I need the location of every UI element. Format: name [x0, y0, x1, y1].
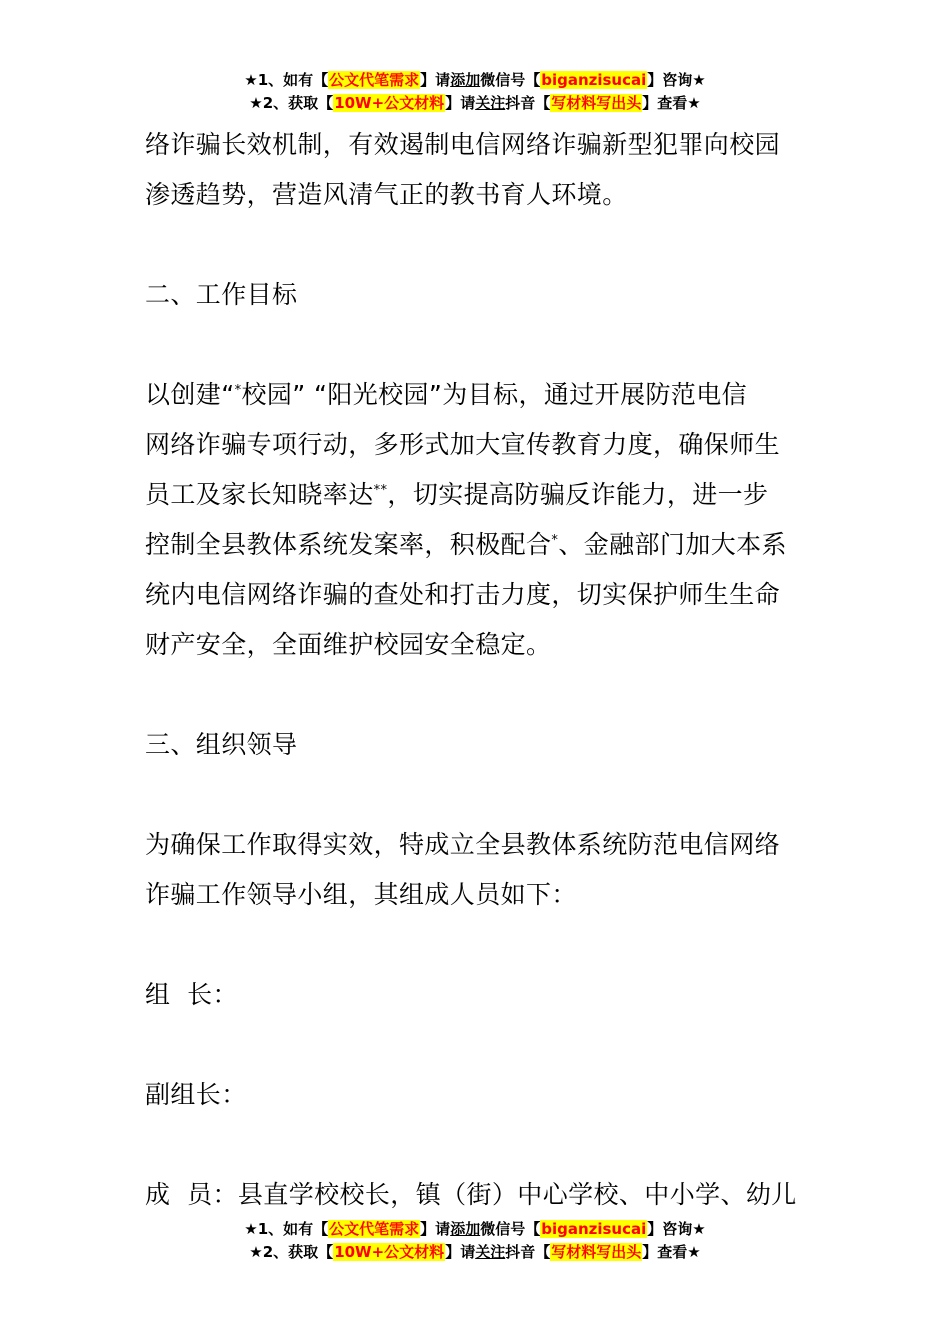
promo-line-2: ★2、获取【10W+公文材料】请关注抖音【写材料写出头】查看★: [249, 1243, 701, 1261]
paragraph-line: 网络诈骗专项行动，多形式加大宣传教育力度，确保师生: [145, 430, 781, 459]
members-line: 成 员：县直学校校长，镇（街）中心学校、中小学、幼儿: [145, 1180, 797, 1209]
leader-line: 组 长：: [145, 980, 238, 1009]
document-body: [145, 120, 825, 1220]
highlight-text: 10W+公文材料: [334, 94, 445, 112]
wechat-id: biganzisucai: [541, 71, 647, 89]
paragraph-line: 以创建“*校园” “阳光校园”为目标，通过开展防范电信: [145, 380, 748, 409]
paragraph-line: 络诈骗长效机制，有效遏制电信网络诈骗新型犯罪向校园: [145, 130, 781, 159]
section-heading-goals: 二、工作目标: [145, 280, 298, 309]
douyin-id: 写材料写出头: [551, 1243, 642, 1261]
promo-banner-bottom: [0, 1218, 950, 1264]
promo-line-1: ★1、如有【公文代笔需求】请添加微信号【biganzisucai】咨询★: [244, 1220, 706, 1238]
deputy-leader-line: 副组长：: [145, 1080, 247, 1109]
redaction-mark: **: [373, 483, 388, 498]
section-heading-organization: 三、组织领导: [145, 730, 298, 759]
paragraph-line: 统内电信网络诈骗的查处和打击力度，切实保护师生生命: [145, 580, 781, 609]
wechat-id: biganzisucai: [541, 1220, 647, 1238]
underline-text: 关注: [475, 94, 506, 112]
redaction-mark: *: [551, 533, 559, 548]
paragraph-line: 员工及家长知晓率达**，切实提高防骗反诈能力，进一步: [145, 480, 769, 509]
douyin-id: 写材料写出头: [551, 94, 642, 112]
paragraph-line: 渗透趋势，营造风清气正的教书育人环境。: [145, 180, 628, 209]
paragraph-line: 为确保工作取得实效，特成立全县教体系统防范电信网络: [145, 830, 781, 859]
underline-text: 添加: [450, 71, 481, 89]
underline-text: 添加: [450, 1220, 481, 1238]
highlight-text: 公文代笔需求: [329, 71, 420, 89]
redaction-mark: *: [234, 383, 242, 398]
promo-banner-top: [0, 69, 950, 115]
promo-line-1: ★1、如有【公文代笔需求】请添加微信号【biganzisucai】咨询★: [244, 71, 706, 89]
underline-text: 关注: [475, 1243, 506, 1261]
paragraph-line: 财产安全，全面维护校园安全稳定。: [145, 630, 552, 659]
highlight-text: 10W+公文材料: [334, 1243, 445, 1261]
highlight-text: 公文代笔需求: [329, 1220, 420, 1238]
paragraph-line: 控制全县教体系统发案率，积极配合*、金融部门加大本系: [145, 530, 787, 559]
paragraph-line: 诈骗工作领导小组，其组成人员如下：: [145, 880, 577, 909]
promo-line-2: ★2、获取【10W+公文材料】请关注抖音【写材料写出头】查看★: [249, 94, 701, 112]
